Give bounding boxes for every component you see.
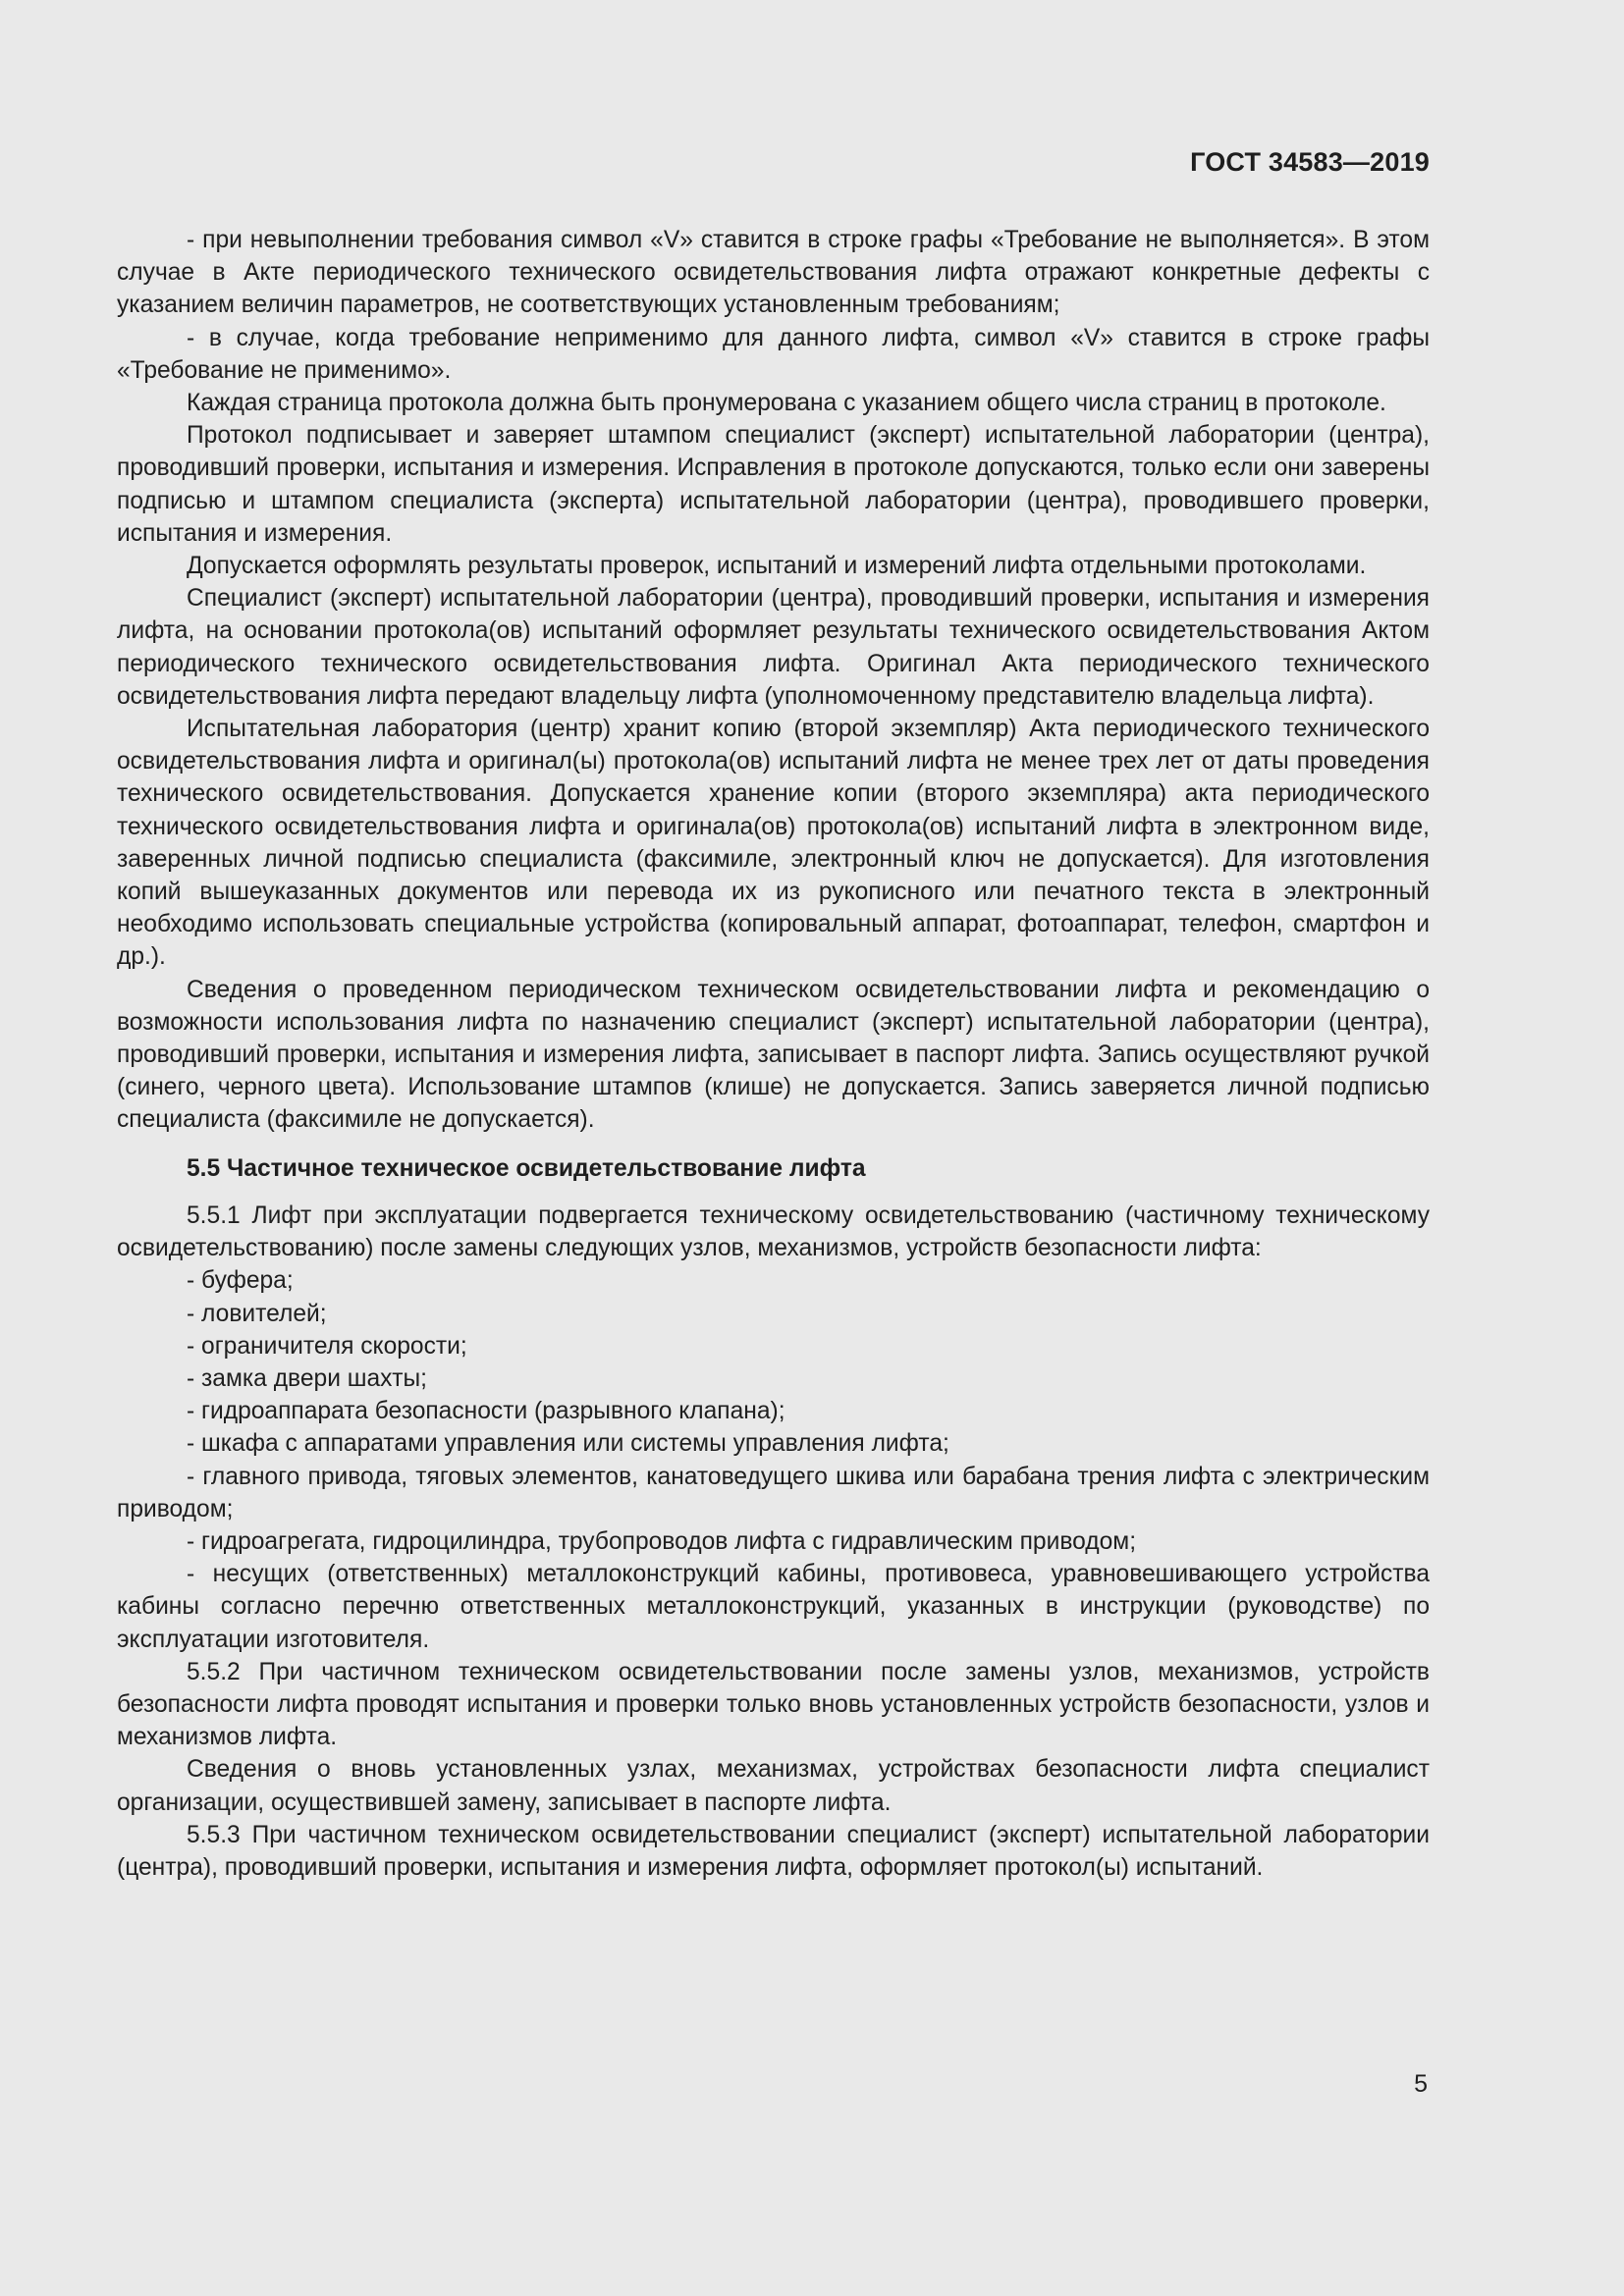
paragraph: - при невыполнении требования символ «V» ставится в строке графы «Требование не выполняется». В этом случае в Акте периодического технического освидетельствования лифта отражают конкретные дефекты с указанием величин параметров, не соответствующих установленным требованиям; bbox=[117, 227, 1430, 319]
section-title: 5.5 Частичное техническое освидетельствование лифта bbox=[187, 1154, 866, 1182]
list-item: - ограничителя скорости; bbox=[187, 1332, 467, 1360]
list-item: - буфера; bbox=[187, 1267, 294, 1295]
document-body bbox=[117, 224, 1430, 1884]
paragraph: Испытательная лаборатория (центр) хранит копию (второй экземпляр) Акта периодического технического освидетельствования лифта и оригинал(ы) протокола(ов) испытаний лифта не менее трех лет от даты проведения технического освидетельствования. Допускается хранение копии (второго экземпляра) акта периодического технического освидетельствования лифта и оригинала(ов) протокола(ов) испытаний лифта в электронном виде, заверенных личной подписью специалиста (факсимиле, электронный ключ не допускается). Для изготовления копий вышеуказанных документов или перевода их из рукописного или печатного текста в электронный необходимо использовать специальные устройства (копировальный аппарат, фотоаппарат, телефон, смартфон и др.). bbox=[117, 716, 1430, 971]
paragraph: Специалист (эксперт) испытательной лаборатории (центра), проводивший проверки, испытания и измерения лифта, на основании протокола(ов) испытаний оформляет результаты технического освидетельствования Актом периодического технического освидетельствования лифта. Оригинал Акта периодического технического освидетельствования лифта передают владельцу лифта (уполномоченному представителю владельца лифта). bbox=[117, 585, 1430, 710]
list-item: - гидроагрегата, гидроцилиндра, трубопроводов лифта с гидравлическим приводом; bbox=[187, 1527, 1137, 1555]
paragraph: Сведения о проведенном периодическом техническом освидетельствовании лифта и рекомендацию о возможности использования лифта по назначению специалист (эксперт) испытательной лаборатории (центра), проводивший проверки, испытания и измерения лифта, записывает в паспорт лифта. Запись осуществляют ручкой (синего, черного цвета). Использование штампов (клише) не допускается. Запись заверяется личной подписью специалиста (факсимиле не допускается). bbox=[117, 976, 1430, 1134]
list-item: - гидроаппарата безопасности (разрывного клапана); bbox=[187, 1398, 785, 1425]
list-item: - ловителей; bbox=[187, 1300, 327, 1327]
list-item: - замка двери шахты; bbox=[187, 1364, 427, 1392]
paragraph: Каждая страница протокола должна быть пронумерована с указанием общего числа страниц в протоколе. bbox=[187, 390, 1386, 417]
paragraph: Сведения о вновь установленных узлах, механизмах, устройствах безопасности лифта специалист организации, осуществившей замену, записывает в паспорте лифта. bbox=[117, 1756, 1430, 1816]
list-item: - несущих (ответственных) металлоконструкций кабины, противовеса, уравновешивающего устройства кабины согласно перечню ответственных металлоконструкций, указанных в инструкции (руководстве) по эксплуатации изготовителя. bbox=[117, 1561, 1430, 1653]
paragraph: Допускается оформлять результаты проверок, испытаний и измерений лифта отдельными протоколами. bbox=[187, 553, 1367, 580]
page-number: 5 bbox=[1414, 2070, 1428, 2098]
paragraph: - в случае, когда требование неприменимо для данного лифта, символ «V» ставится в строке графы «Требование не применимо». bbox=[117, 324, 1430, 384]
document-code-header: ГОСТ 34583—2019 bbox=[1190, 147, 1430, 177]
paragraph: 5.5.2 При частичном техническом освидетельствовании после замены узлов, механизмов, устройств безопасности лифта проводят испытания и проверки только вновь установленных устройств безопасности, узлов и механизмов лифта. bbox=[117, 1658, 1430, 1751]
list-item: - главного привода, тяговых элементов, канатоведущего шкива или барабана трения лифта с электрическим приводом; bbox=[117, 1463, 1430, 1522]
list-item: - шкафа с аппаратами управления или системы управления лифта; bbox=[187, 1430, 949, 1458]
paragraph: 5.5.3 При частичном техническом освидетельствовании специалист (эксперт) испытательной лаборатории (центра), проводивший проверки, испытания и измерения лифта, оформляет протокол(ы) испытаний. bbox=[117, 1821, 1430, 1881]
paragraph: Протокол подписывает и заверяет штампом специалист (эксперт) испытательной лаборатории (центра), проводивший проверки, испытания и измерения. Исправления в протоколе допускаются, только если они заверены подписью и штампом специалиста (эксперта) испытательной лаборатории (центра), проводившего проверки, испытания и измерения. bbox=[117, 422, 1430, 547]
paragraph: 5.5.1 Лифт при эксплуатации подвергается техническому освидетельствованию (частичному техническому освидетельствованию) после замены следующих узлов, механизмов, устройств безопасности лифта: bbox=[117, 1201, 1430, 1262]
